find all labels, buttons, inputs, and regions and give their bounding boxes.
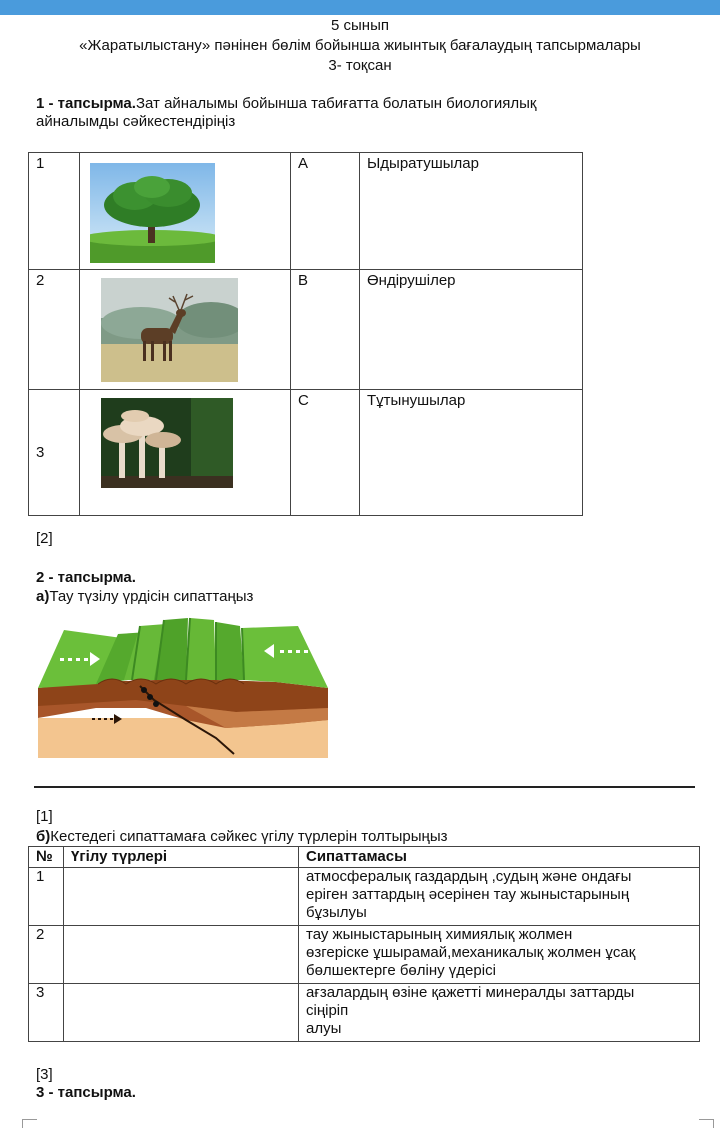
task2b-score: [3] [36,1066,53,1083]
image-cell [80,153,291,270]
row-letter: B [291,270,360,390]
description-cell [299,868,700,926]
image-cell [80,390,291,516]
row-letter: A [291,153,360,270]
term-cell: Ыдыратушылар [360,153,583,270]
part-a-prefix: а) [36,588,50,605]
table-row [29,926,700,984]
row-letter: C [291,390,360,516]
row-number: 3 [29,984,64,1042]
matching-table [28,152,583,516]
table-row [29,984,700,1042]
grade-heading: 5 сынып [331,17,389,34]
table-row [29,270,583,390]
document-title: «Жаратылыстану» пәнінен бөлім бойынша жиынтық бағалаудың тапсырмалары [79,37,641,54]
mountain-formation-diagram [36,608,330,760]
table-header-row [29,847,700,868]
weathering-type-cell[interactable] [64,868,299,926]
task2-part-a [36,588,253,606]
top-bar [0,0,720,15]
tree-image [90,163,215,263]
description-line: тау жыныстарының химиялық жолмен [306,926,573,943]
row-number: 1 [29,153,80,270]
answer-line [34,786,695,788]
part-b-text: Кестедегі сипаттамаға сәйкес үгілу түрлерін толтырыңыз [50,828,448,845]
description-line: алуы [306,1020,342,1037]
page-corner-right [699,1119,714,1128]
header-description: Сипаттамасы [299,847,700,868]
description-cell [299,926,700,984]
term-cell: Өндірушілер [360,270,583,390]
deer-image [101,278,238,382]
term-cell: Тұтынушылар [360,390,583,516]
row-number: 1 [29,868,64,926]
quarter-heading: 3- тоқсан [328,57,392,74]
table-row [29,390,583,516]
row-number: 2 [29,926,64,984]
description-cell [299,984,700,1042]
description-line: өзгеріске ұшырамай,механикалық жолмен ұсақ [306,944,636,961]
header-number: № [29,847,64,868]
part-b-prefix: б) [36,828,51,845]
description-line: бөлшектерге бөліну үдерісі [306,962,496,979]
description-line: сіңіріп [306,1002,349,1019]
image-cell [80,270,291,390]
task3-label: 3 - тапсырма. [36,1084,136,1101]
weathering-type-cell[interactable] [64,926,299,984]
description-line: ағзалардың өзіне қажетті минералды заттарды [306,984,635,1001]
table-row [29,153,583,270]
task2-part-b [36,828,447,846]
task2-label: 2 - тапсырма. [36,569,136,586]
table-row [29,868,700,926]
weathering-type-cell[interactable] [64,984,299,1042]
description-line: атмосфералық газдардың ,судың және ондағы [306,868,632,885]
task2a-score: [1] [36,808,53,825]
mushroom-image [101,398,233,488]
row-number: 2 [29,270,80,390]
weathering-table [28,846,700,1042]
task1-instruction [36,95,537,131]
header-type: Үгілу түрлері [64,847,299,868]
page-corner-left [22,1119,37,1128]
task1-text-line1: Зат айналымы бойынша табиғатта болатын биологиялық [135,95,537,112]
task1-text-line2: айналымды сәйкестендіріңіз [36,113,236,130]
task1-label: 1 - тапсырма. [36,95,136,112]
task1-score: [2] [36,530,53,547]
description-line: бұзылуы [306,904,367,921]
row-number: 3 [29,390,80,516]
part-a-text: Тау түзілу үрдісін сипаттаңыз [49,588,254,605]
description-line: еріген заттардың әсерінен тау жыныстарының [306,886,630,903]
